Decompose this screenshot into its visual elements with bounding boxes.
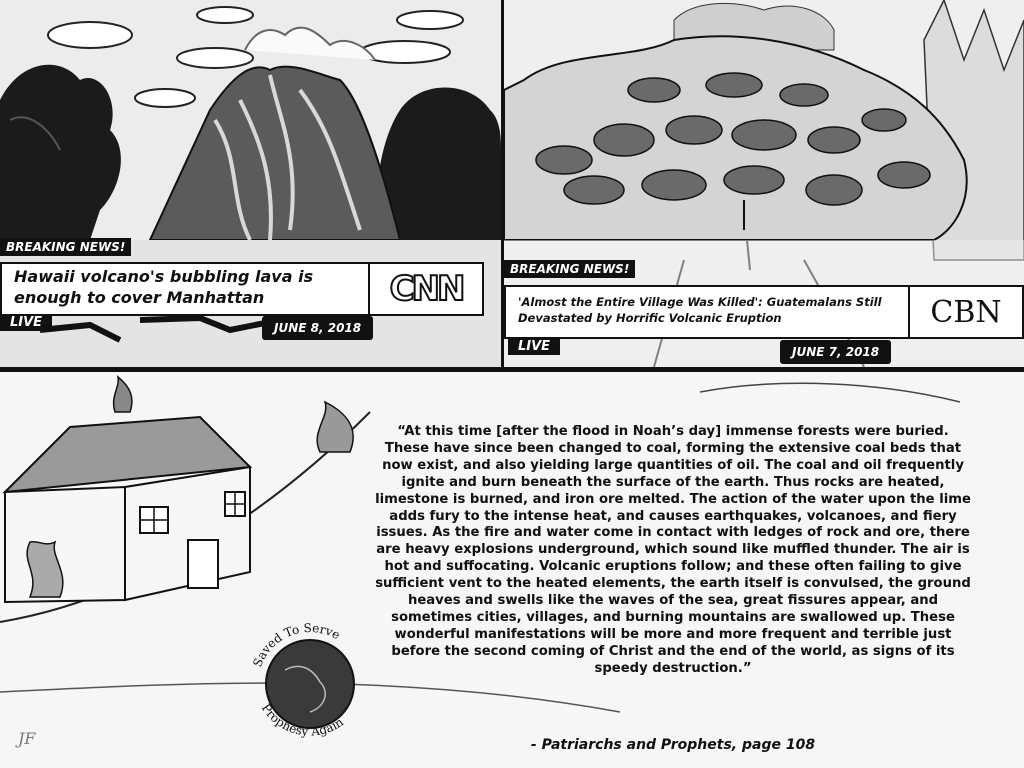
cbn-logo — [908, 285, 1024, 339]
quote-panel — [0, 372, 1024, 768]
quote-text: “At this time [after the flood in Noah’s day] immense forests were buried. These have since been changed to coal, forming the extensive coal beds that now exist, and also yielding large quantities of oil. The coal and oil frequently ignite and burn beneath the surface of the earth. Thus rocks are heated, limestone is burned, and iron ore melted. The action of the water upon the lime adds fury to the intense heat, and causes earthquakes, volcanoes, and fiery issues. As the fire and water come in contact with ledges of rock and ore, there are heavy explosions underground, which sound like muffled thunder. The air is hot and suffocating. Volcanic eruptions follow; and these often failing to give sufficient vent to the heated elements, the earth itself is convulsed, the ground heaves and swells like the waves of the sea, great fissures appear, and sometimes cities, villages, and burning mountains are swallowed up. These wonderful manifestations will be more and more frequent and terrible just before the second coming of Christ and the end of the world, as signs of its speedy destruction.” — [375, 424, 971, 676]
breaking-news-label: BREAKING NEWS! — [504, 260, 635, 278]
artist-signature: JF — [18, 729, 36, 748]
date-badge: JUNE 8, 2018 — [262, 316, 373, 340]
saved-to-serve-seal — [250, 621, 354, 739]
live-label: LIVE — [508, 338, 560, 355]
breaking-news-label: BREAKING NEWS! — [0, 238, 131, 256]
cnn-logo-text: CNN — [389, 269, 463, 309]
headline-box — [0, 262, 374, 316]
seal-top-text: Saved To Serve — [250, 620, 343, 670]
date-badge: JUNE 7, 2018 — [780, 340, 891, 364]
headline-text: Hawaii volcano's bubbling lava is enough to cover Manhattan — [14, 267, 314, 307]
headline-text: 'Almost the Entire Village Was Killed': Guatemalans Still Devastated by Horrific Volcanic Eruption — [518, 295, 882, 325]
hawaii-volcano-panel — [0, 0, 504, 367]
seal-bottom-text: Prophesy Again — [258, 701, 346, 739]
cnn-logo — [368, 262, 484, 316]
quote-citation: - Patriarchs and Prophets, page 108 — [530, 737, 816, 753]
guatemala-panel — [504, 0, 1024, 367]
headline-box — [504, 285, 910, 339]
cbn-logo-text: CBN — [930, 294, 1002, 330]
live-label: LIVE — [0, 314, 52, 331]
